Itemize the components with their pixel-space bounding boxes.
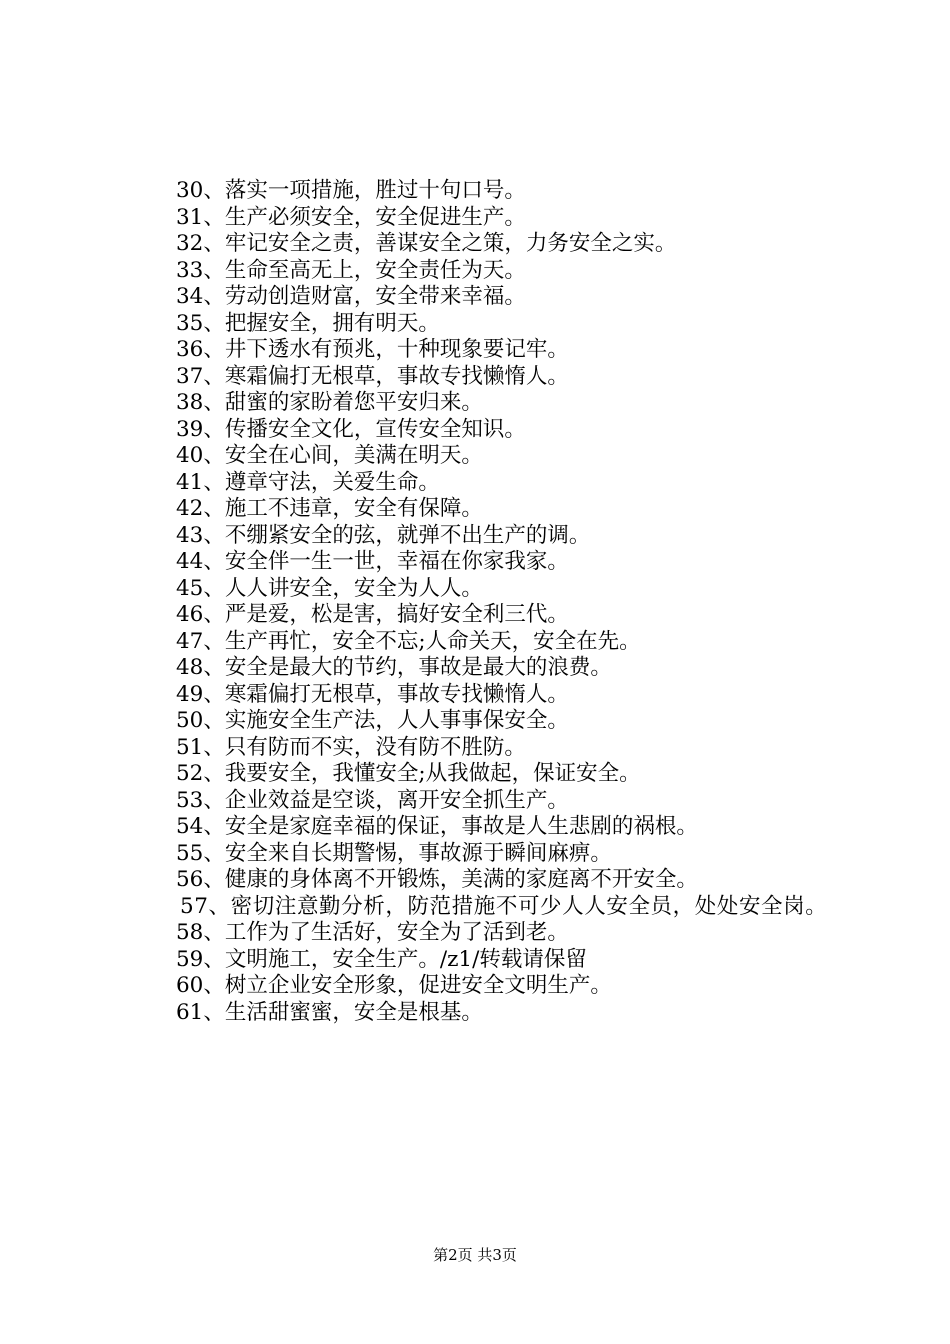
page-footer: 第2页 共3页 (433, 1246, 517, 1264)
slogan-line: 39、传播安全文化，宣传安全知识。 (176, 416, 526, 442)
slogan-line: 51、只有防而不实，没有防不胜防。 (176, 734, 526, 760)
slogan-line: 52、我要安全，我懂安全;从我做起，保证安全。 (176, 761, 641, 786)
slogan-line: 59、文明施工，安全生产。/z1/转载请保留 (176, 946, 587, 972)
slogan-line: 36、井下透水有预兆，十种现象要记牢。 (176, 337, 569, 362)
slogan-line: 42、施工不违章，安全有保障。 (176, 496, 483, 521)
slogan-line: 55、安全来自长期警惕，事故源于瞬间麻痹。 (176, 840, 612, 866)
slogan-line: 35、把握安全，拥有明天。 (176, 310, 440, 336)
slogan-line: 31、生产必须安全，安全促进生产。 (176, 204, 526, 230)
slogan-line: 56、健康的身体离不开锻炼，美满的家庭离不开安全。 (176, 867, 698, 892)
slogan-line: 53、企业效益是空谈，离开安全抓生产。 (176, 787, 569, 813)
slogan-line: 34、劳动创造财富，安全带来幸福。 (176, 284, 526, 309)
slogan-line: 38、甜蜜的家盼着您平安归来。 (176, 390, 483, 415)
slogan-line: 61、生活甜蜜蜜，安全是根基。 (176, 999, 483, 1025)
slogan-line: 43、不绷紧安全的弦，就弹不出生产的调。 (176, 522, 591, 548)
slogan-line: 54、安全是家庭幸福的保证，事故是人生悲剧的祸根。 (176, 814, 698, 839)
slogan-line: 40、安全在心间，美满在明天。 (176, 443, 483, 468)
slogan-line: 58、工作为了生活好，安全为了活到老。 (176, 920, 569, 945)
slogan-line: 41、遵章守法，关爱生命。 (176, 469, 440, 495)
slogan-line-wrapped: 57、密切注意勤分析，防范措施不可少人人安全员，处处安全岗。 (180, 893, 828, 919)
slogan-line: 47、生产再忙，安全不忘;人命关天，安全在先。 (176, 628, 641, 654)
slogan-line: 48、安全是最大的节约，事故是最大的浪费。 (176, 655, 612, 680)
slogan-line: 50、实施安全生产法，人人事事保安全。 (176, 708, 569, 733)
slogan-line: 49、寒霜偏打无根草，事故专找懒惰人。 (176, 681, 569, 707)
slogan-line: 46、严是爱，松是害，搞好安全利三代。 (176, 602, 569, 627)
slogan-line: 37、寒霜偏打无根草，事故专找懒惰人。 (176, 363, 569, 389)
slogan-line: 45、人人讲安全，安全为人人。 (176, 575, 483, 601)
slogan-line: 44、安全伴一生一世，幸福在你家我家。 (176, 549, 569, 574)
slogan-list (128, 178, 838, 1026)
slogan-line: 33、生命至高无上，安全责任为天。 (176, 257, 526, 283)
slogan-line: 32、牢记安全之责，善谋安全之策，力务安全之实。 (176, 231, 677, 256)
slogan-line: 60、树立企业安全形象，促进安全文明生产。 (176, 973, 612, 998)
slogan-line: 30、落实一项措施，胜过十句口号。 (176, 178, 526, 203)
